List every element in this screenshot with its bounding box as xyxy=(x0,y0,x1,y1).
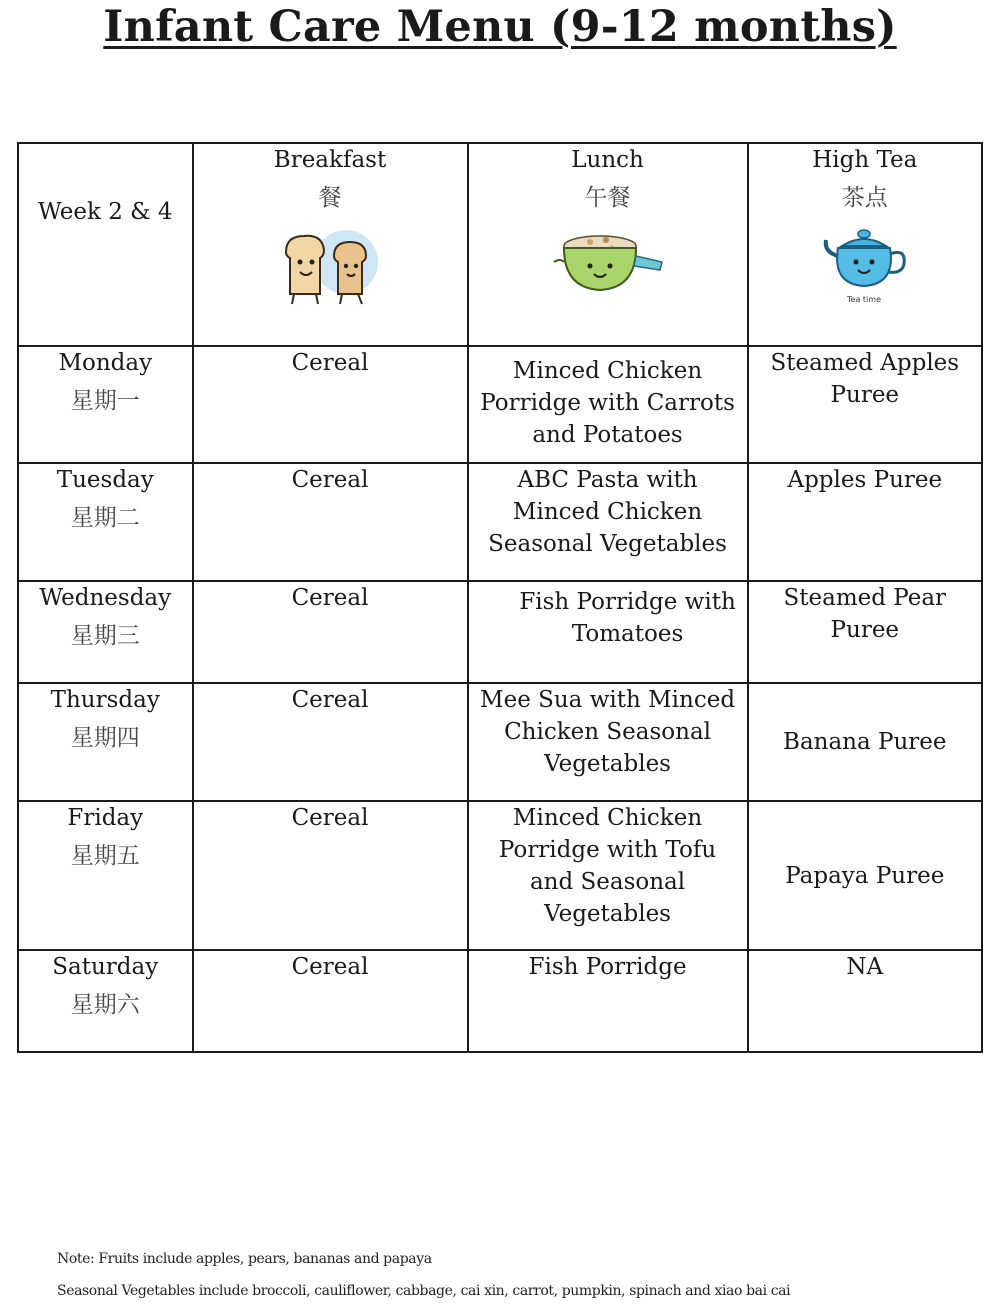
high-tea-cell: Steamed Apples Puree xyxy=(748,346,982,463)
breakfast-cell: Cereal xyxy=(193,950,468,1052)
day-name: Wednesday xyxy=(39,585,172,611)
day-name-zh: 星期五 xyxy=(70,843,140,869)
day-name-zh: 星期三 xyxy=(70,623,140,649)
day-name-zh: 星期二 xyxy=(70,505,140,531)
soup-bowl-icon xyxy=(550,222,666,302)
day-name: Saturday xyxy=(52,954,159,980)
high-tea-label-zh: 茶点 xyxy=(841,185,888,211)
day-cell xyxy=(18,463,193,581)
day-name-zh: 星期一 xyxy=(70,388,140,414)
menu-table xyxy=(17,142,983,1053)
breakfast-cell: Cereal xyxy=(193,683,468,801)
table-row xyxy=(18,950,982,1052)
high-tea-cell: Apples Puree xyxy=(748,463,982,581)
day-name: Tuesday xyxy=(56,467,154,493)
breakfast-label-zh: 餐 xyxy=(318,185,342,211)
day-name-zh: 星期六 xyxy=(70,992,140,1018)
day-cell xyxy=(18,581,193,683)
lunch-cell: Mee Sua with Minced Chicken Seasonal Vegetables xyxy=(468,683,748,801)
breakfast-label: Breakfast xyxy=(273,147,387,173)
toast-icon xyxy=(278,222,382,308)
lunch-cell: Minced Chicken Porridge with Tofu and Seasonal Vegetables xyxy=(468,801,748,950)
lunch-label-zh: 午餐 xyxy=(584,185,631,211)
high-tea-cell: NA xyxy=(748,950,982,1052)
teapot-caption: Tea time xyxy=(846,295,881,304)
teapot-icon xyxy=(820,222,910,306)
lunch-cell: Fish Porridge with Tomatoes xyxy=(468,581,748,683)
day-cell xyxy=(18,950,193,1052)
table-row xyxy=(18,463,982,581)
lunch-cell: ABC Pasta with Minced Chicken Seasonal Vegetables xyxy=(468,463,748,581)
high-tea-cell: Banana Puree xyxy=(748,683,982,801)
lunch-cell: Fish Porridge xyxy=(468,950,748,1052)
day-cell xyxy=(18,683,193,801)
day-name: Thursday xyxy=(50,687,160,713)
day-cell xyxy=(18,801,193,950)
high-tea-cell: Papaya Puree xyxy=(748,801,982,950)
breakfast-cell: Cereal xyxy=(193,463,468,581)
page-title: Infant Care Menu (9-12 months) xyxy=(103,2,897,52)
table-row xyxy=(18,581,982,683)
table-row xyxy=(18,683,982,801)
breakfast-cell: Cereal xyxy=(193,801,468,950)
breakfast-header xyxy=(193,143,468,346)
day-name: Monday xyxy=(58,350,153,376)
day-name: Friday xyxy=(67,805,144,831)
breakfast-cell: Cereal xyxy=(193,581,468,683)
high-tea-header xyxy=(748,143,982,346)
table-row xyxy=(18,346,982,463)
vegetables-note: Seasonal Vegetables include broccoli, cauliflower, cabbage, cai xin, carrot, pumpkin, spinach and xiao bai cai xyxy=(57,1283,791,1299)
high-tea-cell: Steamed Pear Puree xyxy=(748,581,982,683)
fruits-note: Note: Fruits include apples, pears, bananas and papaya xyxy=(57,1251,432,1267)
day-name-zh: 星期四 xyxy=(70,725,140,751)
table-row xyxy=(18,801,982,950)
breakfast-cell: Cereal xyxy=(193,346,468,463)
lunch-label: Lunch xyxy=(571,147,644,173)
day-cell xyxy=(18,346,193,463)
week-label: Week 2 & 4 xyxy=(18,143,193,346)
lunch-header xyxy=(468,143,748,346)
table-header-row xyxy=(18,143,982,346)
lunch-cell: Minced Chicken Porridge with Carrots and Potatoes xyxy=(468,346,748,463)
high-tea-label: High Tea xyxy=(812,147,918,173)
